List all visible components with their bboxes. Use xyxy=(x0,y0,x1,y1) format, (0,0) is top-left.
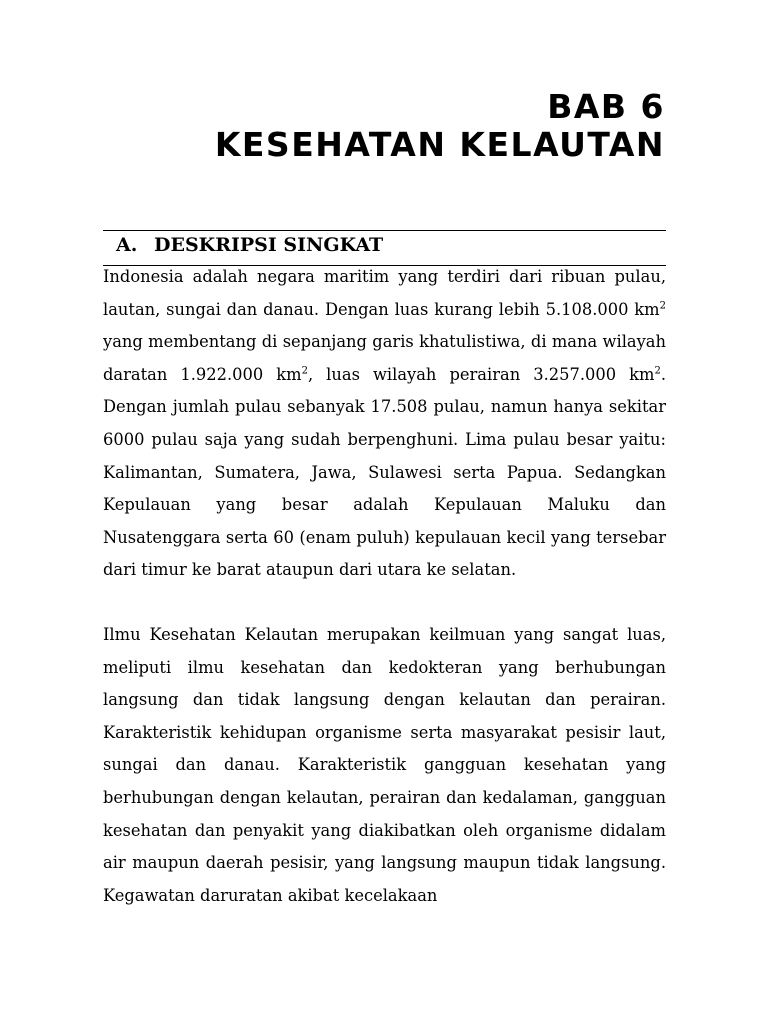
section-heading xyxy=(116,232,383,258)
paragraph-2: Ilmu Kesehatan Kelautan merupakan keilmuan yang sangat luas, meliputi ilmu kesehatan dan kedokteran yang berhubungan langsung dan tidak langsung dengan kelautan dan perairan. Karakteristik kehidupan organisme serta masyarakat pesisir laut, sungai dan danau. Karakteristik gangguan kesehatan yang berhubungan dengan kelautan, perairan dan kedalaman, gangguan kesehatan dan penyakit yang diakibatkan oleh organisme didalam air maupun daerah pesisir, yang langsung maupun tidak langsung. Kegawatan daruratan akibat kecelakaan xyxy=(103,625,666,905)
superscript-squared: 2 xyxy=(659,300,666,312)
chapter-name: KESEHATAN KELAUTAN xyxy=(214,125,665,164)
section-number: A. xyxy=(116,234,138,256)
paragraph-1-text-d: . Dengan jumlah pulau sebanyak 17.508 pulau, namun hanya sekitar 6000 pulau saja yang sudah berpenghuni. Lima pulau besar yaitu: Kalimantan, Sumatera, Jawa, Sulawesi serta Papua. Sedangkan Kepulauan yang besar adalah Kepulauan Maluku dan Nusatenggara serta 60 (enam puluh) kepulauan kecil yang tersebar dari timur ke barat ataupun dari utara ke selatan. xyxy=(103,364,666,580)
chapter-title xyxy=(215,88,665,164)
section-title: DESKRIPSI SINGKAT xyxy=(154,234,384,256)
superscript-squared: 2 xyxy=(654,365,661,377)
paragraph-1-text-b: yang membentang di sepanjang garis khatulistiwa, di mana wilayah daratan 1.922.000 km xyxy=(103,332,666,384)
chapter-number: BAB 6 xyxy=(547,87,665,126)
paragraph-1 xyxy=(103,261,666,587)
paragraph-1-text-a: Indonesia adalah negara maritim yang terdiri dari ribuan pulau, lautan, sungai dan danau. Dengan luas kurang lebih 5.108.000 km xyxy=(103,267,666,319)
paragraph-1-text-c: , luas wilayah perairan 3.257.000 km xyxy=(307,364,655,384)
superscript-squared: 2 xyxy=(301,365,308,377)
section-top-rule xyxy=(103,230,666,231)
